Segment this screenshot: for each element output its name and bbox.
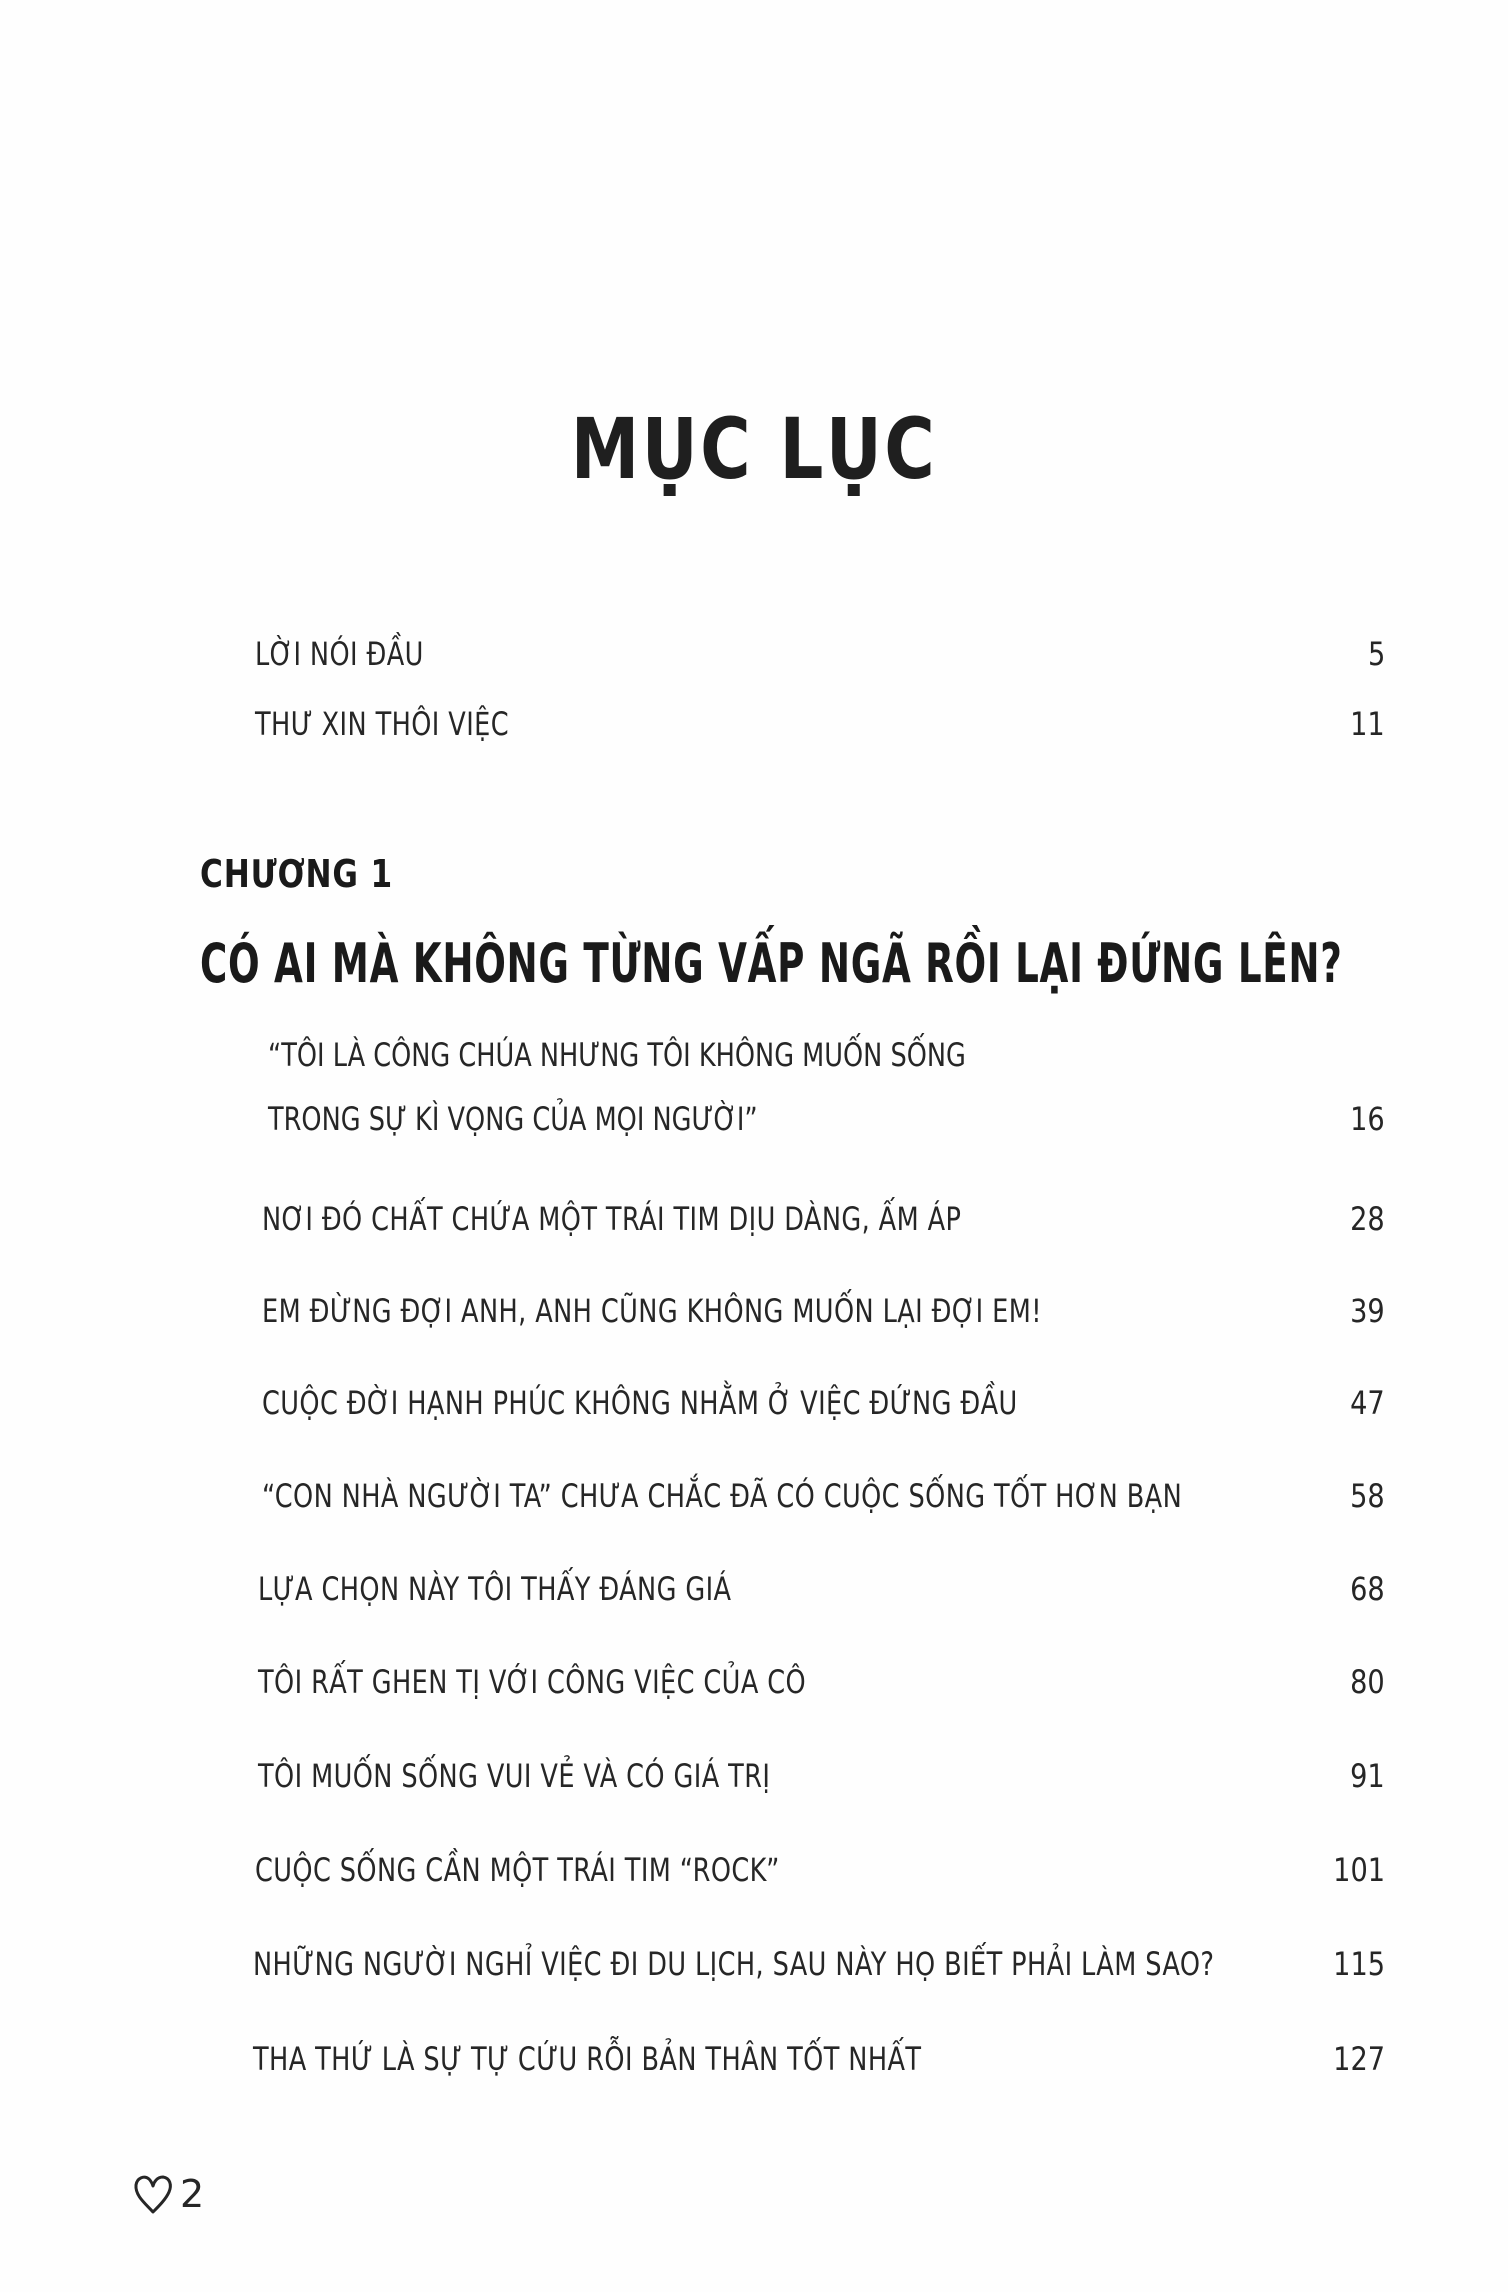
toc-page-number: 80 xyxy=(1350,1663,1385,1701)
toc-entry-label-line2: TRONG SỰ KÌ VỌNG CỦA MỌI NGƯỜI” xyxy=(268,1100,758,1138)
heart-outline-icon xyxy=(132,2172,174,2216)
toc-entry-label: NƠI ĐÓ CHẤT CHỨA MỘT TRÁI TIM DỊU DÀNG, ẤM ÁP xyxy=(262,1200,962,1238)
toc-page-number: 127 xyxy=(1333,2040,1385,2078)
page-number: 2 xyxy=(180,2172,205,2216)
toc-entry-label: “CON NHÀ NGƯỜI TA” CHƯA CHẮC ĐÃ CÓ CUỘC SỐNG TỐT HƠN BẠN xyxy=(262,1477,1183,1515)
chapter-label: CHƯƠNG 1 xyxy=(200,852,393,896)
toc-entry-label: NHỮNG NGƯỜI NGHỈ VIỆC ĐI DU LỊCH, SAU NÀY HỌ BIẾT PHẢI LÀM SAO? xyxy=(253,1945,1215,1983)
toc-entry-label: CUỘC SỐNG CẦN MỘT TRÁI TIM “ROCK” xyxy=(255,1851,780,1889)
toc-entry-label: CUỘC ĐỜI HẠNH PHÚC KHÔNG NHẰM Ở VIỆC ĐỨNG ĐẦU xyxy=(262,1384,1018,1422)
toc-row-chapter-11[interactable] xyxy=(253,2028,1385,2088)
toc-entry-label: TÔI MUỐN SỐNG VUI VẺ VÀ CÓ GIÁ TRỊ xyxy=(258,1757,771,1795)
toc-page-number: 115 xyxy=(1333,1945,1385,1983)
toc-entry-label: LỰA CHỌN NÀY TÔI THẤY ĐÁNG GIÁ xyxy=(258,1570,732,1608)
toc-row-chapter-3[interactable] xyxy=(262,1280,1385,1340)
toc-row-front-2[interactable] xyxy=(255,693,1385,753)
toc-row-chapter-9[interactable] xyxy=(255,1839,1385,1899)
toc-row-chapter-2[interactable] xyxy=(262,1188,1385,1248)
toc-page-number: 47 xyxy=(1350,1384,1385,1422)
toc-page-number: 91 xyxy=(1350,1757,1385,1795)
toc-page-number: 5 xyxy=(1367,635,1385,673)
page-title: MỤC LỤC xyxy=(570,400,938,498)
page-footer xyxy=(132,2168,204,2220)
toc-entry-label: LỜI NÓI ĐẦU xyxy=(255,635,424,673)
toc-entry-label: THƯ XIN THÔI VIỆC xyxy=(255,705,509,743)
toc-row-chapter-8[interactable] xyxy=(258,1745,1385,1805)
toc-page-number: 16 xyxy=(1350,1100,1385,1138)
toc-page-number: 68 xyxy=(1350,1570,1385,1608)
toc-page-number: 39 xyxy=(1350,1292,1385,1330)
toc-page-number: 11 xyxy=(1350,705,1385,743)
toc-entry-label-line1: “TÔI LÀ CÔNG CHÚA NHƯNG TÔI KHÔNG MUỐN SỐNG xyxy=(268,1036,966,1074)
toc-row-chapter-1[interactable] xyxy=(268,1030,1385,1160)
toc-entry-label: TÔI RẤT GHEN TỊ VỚI CÔNG VIỆC CỦA CÔ xyxy=(258,1663,807,1701)
toc-entry-label: EM ĐỪNG ĐỢI ANH, ANH CŨNG KHÔNG MUỐN LẠI ĐỢI EM! xyxy=(262,1292,1042,1330)
toc-page-number: 58 xyxy=(1350,1477,1385,1515)
toc-row-chapter-5[interactable] xyxy=(262,1465,1385,1525)
toc-row-chapter-6[interactable] xyxy=(258,1558,1385,1618)
toc-row-chapter-10[interactable] xyxy=(253,1933,1385,1993)
chapter-title: CÓ AI MÀ KHÔNG TỪNG VẤP NGÃ RỒI LẠI ĐỨNG LÊN? xyxy=(200,932,1343,995)
toc-page-number: 28 xyxy=(1350,1200,1385,1238)
toc-page-number: 101 xyxy=(1333,1851,1385,1889)
toc-row-front-1[interactable] xyxy=(255,623,1385,683)
toc-entry-label: THA THỨ LÀ SỰ TỰ CỨU RỖI BẢN THÂN TỐT NHẤT xyxy=(253,2040,922,2078)
toc-row-chapter-4[interactable] xyxy=(262,1372,1385,1432)
toc-row-chapter-7[interactable] xyxy=(258,1651,1385,1711)
